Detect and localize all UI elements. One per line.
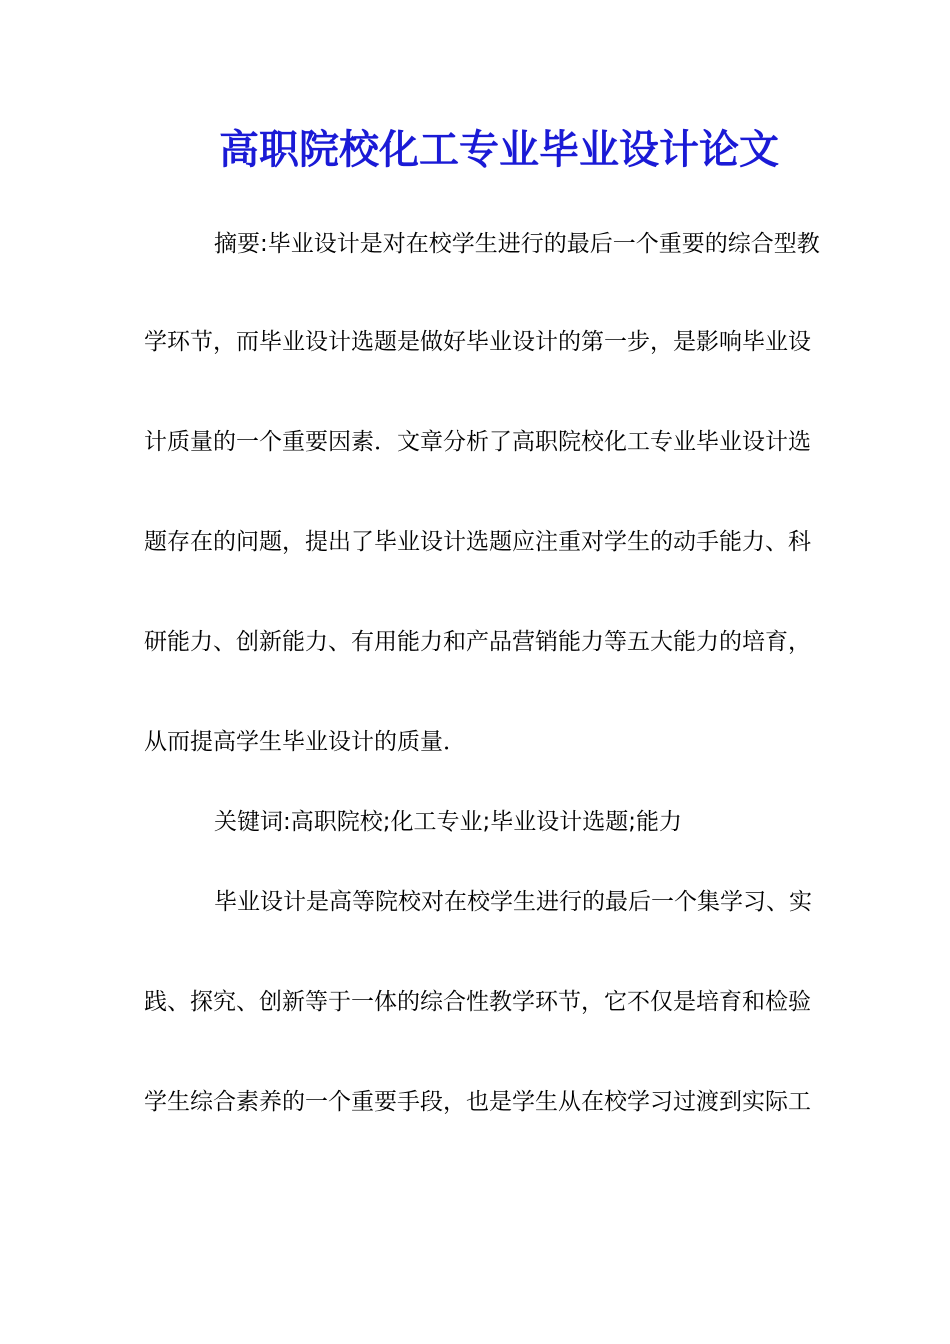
abstract-line-4: 题存在的问题，提出了毕业设计选题应注重对学生的动手能力、科 [144, 529, 811, 555]
abstract-line-3: 计质量的一个重要因素．文章分析了高职院校化工专业毕业设计选 [144, 429, 811, 455]
abstract-line-5: 研能力、创新能力、有用能力和产品营销能力等五大能力的培育， [144, 629, 811, 655]
keywords-line: 关键词:高职院校;化工专业;毕业设计选题;能力 [214, 809, 682, 835]
body-line-2: 践、探究、创新等于一体的综合性教学环节，它不仅是培育和检验 [144, 989, 811, 1015]
abstract-line-1: 摘要:毕业设计是对在校学生进行的最后一个重要的综合型教 [214, 231, 820, 257]
abstract-line-2: 学环节，而毕业设计选题是做好毕业设计的第一步，是影响毕业设 [144, 329, 811, 355]
body-line-1: 毕业设计是高等院校对在校学生进行的最后一个集学习、实 [214, 889, 812, 915]
document-title: 高职院校化工专业毕业设计论文 [219, 126, 779, 173]
body-line-3: 学生综合素养的一个重要手段，也是学生从在校学习过渡到实际工 [144, 1089, 811, 1115]
abstract-line-6: 从而提高学生毕业设计的质量． [144, 729, 466, 755]
